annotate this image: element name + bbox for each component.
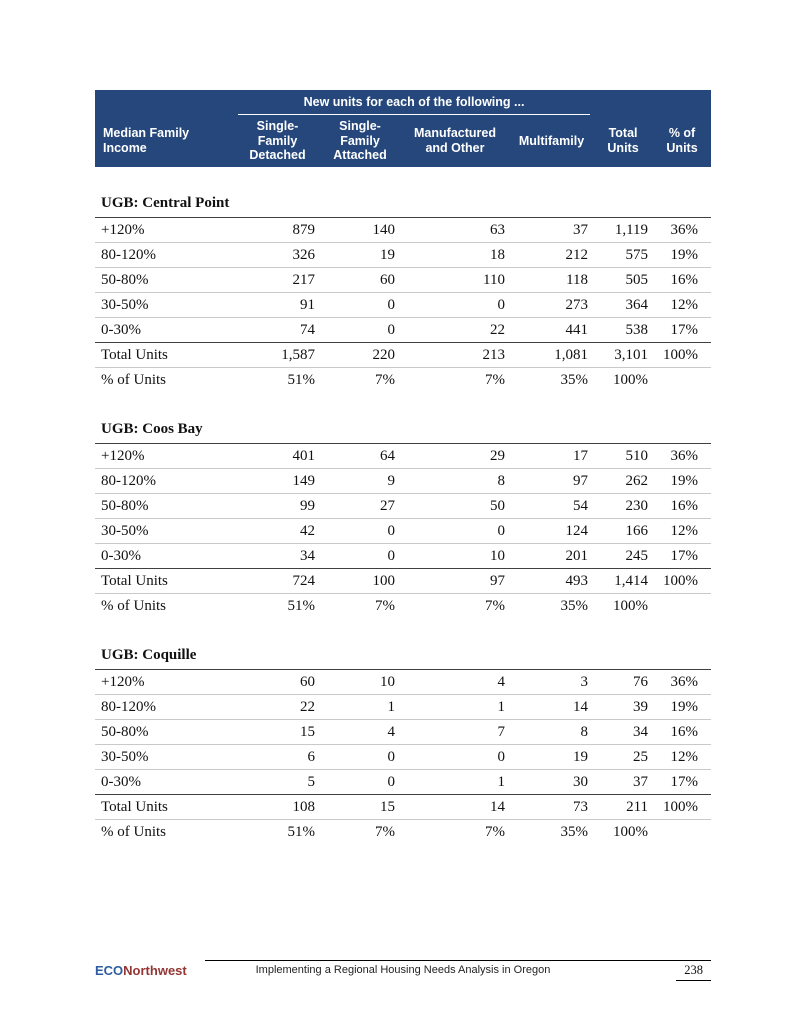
span-header-label: New units for each of the following ...	[238, 95, 590, 115]
cell: 100%	[653, 569, 711, 594]
cell: 1,414	[593, 569, 653, 594]
cell: 217	[235, 268, 320, 293]
cell: 51%	[287, 824, 315, 840]
cell: 0	[320, 544, 400, 569]
cell: 30	[510, 770, 593, 795]
cell: 17%	[653, 770, 711, 795]
cell: 22	[235, 695, 320, 720]
table-row	[95, 544, 711, 569]
cell: 262	[593, 469, 653, 494]
table-row	[95, 494, 711, 519]
cell: 7	[400, 720, 510, 745]
footer-title: Implementing a Regional Housing Needs Analysis in Oregon	[255, 964, 551, 976]
footer-rule	[205, 960, 711, 961]
percent-row	[95, 820, 711, 846]
cell: 364	[593, 293, 653, 318]
row-label: Total Units	[95, 343, 235, 368]
cell: 149	[235, 469, 320, 494]
row-label: % of Units	[101, 372, 166, 388]
row-label: 30-50%	[95, 745, 235, 770]
row-label: +120%	[95, 444, 235, 469]
cell: 7%	[375, 598, 395, 614]
cell: 19%	[653, 243, 711, 268]
cell: 14	[400, 795, 510, 820]
row-label: 30-50%	[95, 519, 235, 544]
table-row	[95, 268, 711, 293]
table-row	[95, 720, 711, 745]
cell: 441	[510, 318, 593, 343]
cell: 19%	[653, 469, 711, 494]
cell: 15	[320, 795, 400, 820]
cell: 37	[593, 770, 653, 795]
cell: 220	[320, 343, 400, 368]
cell: 36%	[653, 444, 711, 469]
cell: 37	[510, 218, 593, 243]
cell: 73	[510, 795, 593, 820]
cell: 4	[320, 720, 400, 745]
cell: 108	[235, 795, 320, 820]
cell: 50	[400, 494, 510, 519]
percent-row	[95, 594, 711, 620]
col-header-manufactured-and-other: Manufactured and Other	[400, 115, 510, 167]
cell: 100%	[613, 372, 649, 388]
header-blank-cell	[95, 90, 235, 115]
section-title: UGB: Coos Bay	[95, 393, 711, 444]
cell: 401	[235, 444, 320, 469]
cell: 51%	[287, 598, 315, 614]
section-title-row	[95, 393, 711, 444]
cell: 6	[235, 745, 320, 770]
cell: 64	[320, 444, 400, 469]
cell: 63	[400, 218, 510, 243]
cell: 100%	[653, 343, 711, 368]
row-label: +120%	[95, 218, 235, 243]
cell: 76	[593, 670, 653, 695]
cell: 8	[510, 720, 593, 745]
cell: 0	[400, 293, 510, 318]
cell: 1	[400, 770, 510, 795]
cell: 273	[510, 293, 593, 318]
row-label: % of Units	[101, 824, 166, 840]
section-central-point	[95, 167, 711, 393]
section-title-row	[95, 167, 711, 218]
cell: 51%	[287, 372, 315, 388]
row-label: 0-30%	[95, 318, 235, 343]
header-blank-cell	[593, 90, 711, 115]
cell: 16%	[653, 720, 711, 745]
cell: 60	[320, 268, 400, 293]
cell: 19	[510, 745, 593, 770]
cell: 211	[593, 795, 653, 820]
table-row	[95, 745, 711, 770]
page-footer	[95, 960, 711, 988]
row-label: Total Units	[95, 795, 235, 820]
cell: 538	[593, 318, 653, 343]
cell: 1,119	[593, 218, 653, 243]
table-row	[95, 469, 711, 494]
cell: 0	[320, 770, 400, 795]
row-label: 50-80%	[95, 720, 235, 745]
cell: 212	[510, 243, 593, 268]
cell: 60	[235, 670, 320, 695]
table-row	[95, 444, 711, 469]
cell: 22	[400, 318, 510, 343]
section-title-row	[95, 619, 711, 670]
cell: 1,081	[510, 343, 593, 368]
cell: 7%	[485, 598, 505, 614]
cell: 7%	[375, 824, 395, 840]
cell: 110	[400, 268, 510, 293]
brand-eco: ECO	[95, 963, 124, 978]
cell: 39	[593, 695, 653, 720]
cell: 575	[593, 243, 653, 268]
percent-row	[95, 368, 711, 394]
table-row	[95, 770, 711, 795]
total-row	[95, 795, 711, 820]
col-header-multifamily: Multifamily	[510, 115, 593, 167]
table-row	[95, 218, 711, 243]
cell: 100	[320, 569, 400, 594]
cell: 97	[510, 469, 593, 494]
cell	[653, 820, 711, 846]
cell: 1	[400, 695, 510, 720]
row-label: 30-50%	[95, 293, 235, 318]
cell: 7%	[485, 824, 505, 840]
cell: 10	[400, 544, 510, 569]
table-row	[95, 695, 711, 720]
row-label: 80-120%	[95, 695, 235, 720]
col-header-total-units: Total Units	[593, 115, 653, 167]
total-row	[95, 343, 711, 368]
row-label: % of Units	[101, 598, 166, 614]
cell: 724	[235, 569, 320, 594]
brand-northwest: Northwest	[123, 963, 187, 978]
cell: 29	[400, 444, 510, 469]
housing-units-table	[95, 90, 711, 845]
cell: 35%	[560, 824, 589, 840]
cell: 35%	[560, 598, 589, 614]
table-row	[95, 318, 711, 343]
cell: 9	[320, 469, 400, 494]
cell: 17%	[653, 544, 711, 569]
cell: 99	[235, 494, 320, 519]
cell: 118	[510, 268, 593, 293]
section-title: UGB: Central Point	[95, 167, 711, 218]
row-label: 50-80%	[95, 494, 235, 519]
cell: 19	[320, 243, 400, 268]
cell: 36%	[653, 670, 711, 695]
cell: 17%	[653, 318, 711, 343]
cell: 7%	[485, 372, 505, 388]
cell: 97	[400, 569, 510, 594]
cell: 27	[320, 494, 400, 519]
cell: 0	[320, 519, 400, 544]
cell: 14	[510, 695, 593, 720]
cell: 201	[510, 544, 593, 569]
cell: 34	[593, 720, 653, 745]
cell: 493	[510, 569, 593, 594]
cell: 3	[510, 670, 593, 695]
cell: 12%	[653, 519, 711, 544]
table-row	[95, 243, 711, 268]
row-label: 80-120%	[95, 243, 235, 268]
row-label: 80-120%	[95, 469, 235, 494]
cell: 36%	[653, 218, 711, 243]
cell: 100%	[653, 795, 711, 820]
cell: 34	[235, 544, 320, 569]
cell: 15	[235, 720, 320, 745]
cell: 245	[593, 544, 653, 569]
cell: 17	[510, 444, 593, 469]
span-header-cell	[235, 90, 593, 115]
table-row	[95, 670, 711, 695]
cell: 326	[235, 243, 320, 268]
cell: 230	[593, 494, 653, 519]
cell: 0	[400, 519, 510, 544]
row-label: +120%	[95, 670, 235, 695]
cell: 8	[400, 469, 510, 494]
cell: 91	[235, 293, 320, 318]
cell: 54	[510, 494, 593, 519]
cell: 0	[320, 318, 400, 343]
cell: 3,101	[593, 343, 653, 368]
cell: 19%	[653, 695, 711, 720]
cell: 35%	[560, 372, 589, 388]
cell: 4	[400, 670, 510, 695]
cell: 879	[235, 218, 320, 243]
cell: 18	[400, 243, 510, 268]
page-number: 238	[676, 963, 711, 981]
col-header-median-family-income: Median Family Income	[95, 115, 235, 167]
cell: 124	[510, 519, 593, 544]
cell	[653, 594, 711, 620]
cell: 0	[320, 293, 400, 318]
row-label: 50-80%	[95, 268, 235, 293]
table-row	[95, 519, 711, 544]
cell: 100%	[613, 824, 649, 840]
cell: 140	[320, 218, 400, 243]
cell: 25	[593, 745, 653, 770]
cell: 213	[400, 343, 510, 368]
col-header-single-family-detached: Single-Family Detached	[235, 115, 320, 167]
cell: 1	[320, 695, 400, 720]
total-row	[95, 569, 711, 594]
section-coquille	[95, 619, 711, 845]
cell: 74	[235, 318, 320, 343]
cell: 166	[593, 519, 653, 544]
col-header-pct-of-units: % of Units	[653, 115, 711, 167]
row-label: 0-30%	[95, 544, 235, 569]
cell: 12%	[653, 293, 711, 318]
cell: 1,587	[235, 343, 320, 368]
cell: 10	[320, 670, 400, 695]
row-label: 0-30%	[95, 770, 235, 795]
cell	[653, 368, 711, 394]
cell: 5	[235, 770, 320, 795]
cell: 100%	[613, 598, 649, 614]
cell: 505	[593, 268, 653, 293]
section-title: UGB: Coquille	[95, 619, 711, 670]
cell: 16%	[653, 268, 711, 293]
cell: 7%	[375, 372, 395, 388]
cell: 16%	[653, 494, 711, 519]
cell: 12%	[653, 745, 711, 770]
cell: 42	[235, 519, 320, 544]
cell: 0	[320, 745, 400, 770]
cell: 510	[593, 444, 653, 469]
table-header	[95, 90, 711, 167]
row-label: Total Units	[95, 569, 235, 594]
section-coos-bay	[95, 393, 711, 619]
table-row	[95, 293, 711, 318]
cell: 0	[400, 745, 510, 770]
col-header-single-family-attached: Single-Family Attached	[320, 115, 400, 167]
